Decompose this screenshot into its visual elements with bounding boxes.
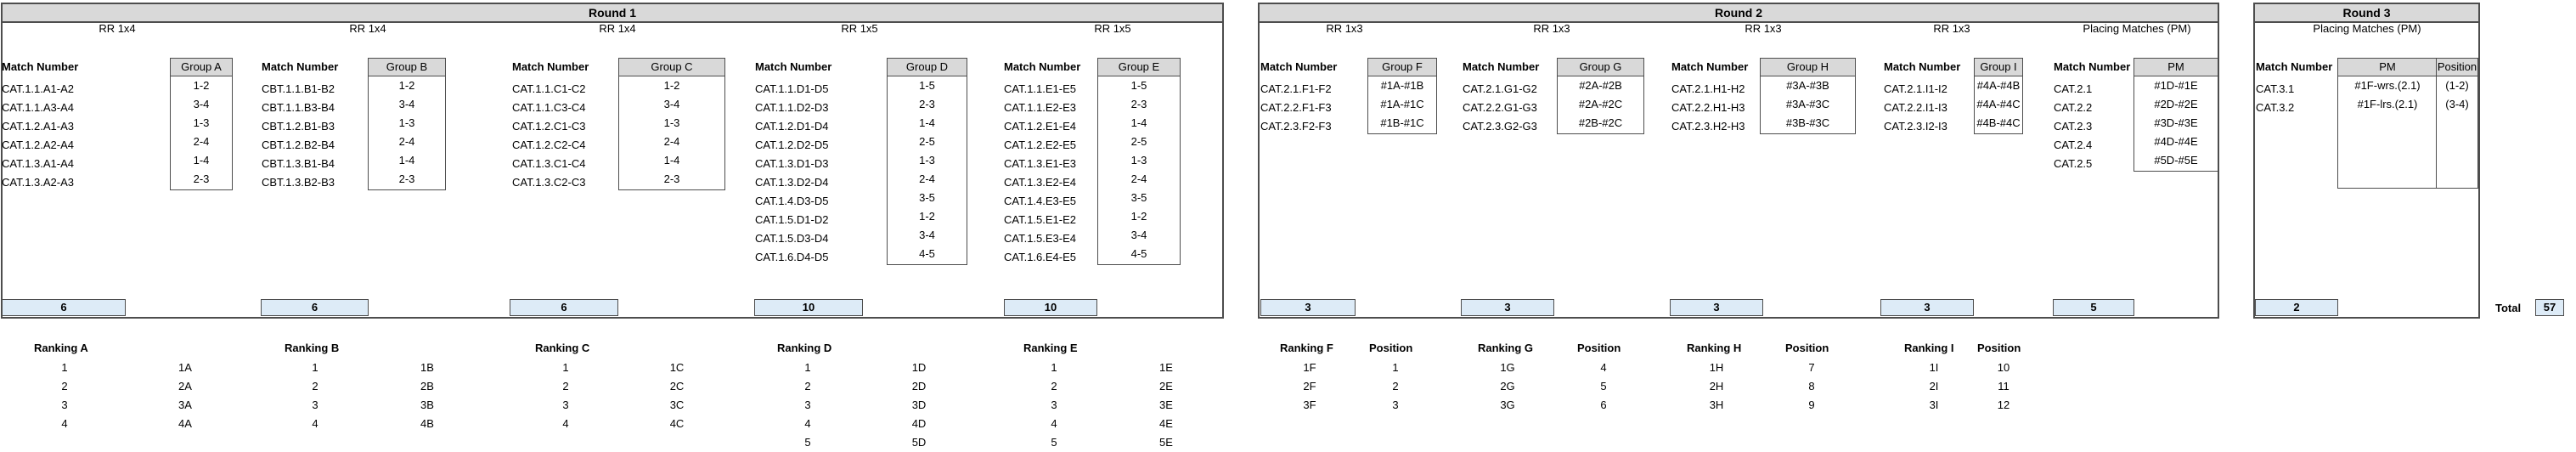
ranking-code: 5D bbox=[911, 436, 927, 449]
round-1-match-number: CBT.1.2.B2-B4 bbox=[262, 138, 335, 151]
round-1-group-3-match-header: Match Number bbox=[755, 60, 832, 73]
round-3-match-header: Match Number bbox=[2256, 60, 2333, 73]
round-1-group-pair: 3-4 bbox=[919, 229, 935, 241]
round-1-match-number: CAT.1.3.A1-A4 bbox=[2, 157, 75, 170]
round-1-group-0-match-header: Match Number bbox=[2, 60, 79, 73]
round-1-match-number: CAT.1.2.E2-E5 bbox=[1004, 138, 1077, 151]
round-2-match-number: CAT.2.2.G1-G3 bbox=[1463, 101, 1537, 114]
round-2-group-pair: #4A-#4B bbox=[1976, 79, 2021, 92]
round-1-group-3-count: 10 bbox=[754, 299, 863, 316]
round-2-title: Round 2 bbox=[1260, 4, 2218, 23]
ranking-code: 4E bbox=[1159, 417, 1173, 430]
round-1-group-pair: 1-3 bbox=[663, 116, 680, 129]
ranking-rank-number: 4 bbox=[562, 417, 569, 430]
round-3-title: Round 3 bbox=[2255, 4, 2478, 23]
round-1-match-number: CAT.1.3.C1-C4 bbox=[512, 157, 586, 170]
round-1-match-number: CAT.1.2.C2-C4 bbox=[512, 138, 586, 151]
round-2-group-1-label: Group G bbox=[1558, 59, 1643, 76]
round-1-group-pair: 1-4 bbox=[193, 154, 210, 167]
round-1-match-number: CAT.1.5.D1-D2 bbox=[755, 213, 829, 226]
round-1-group-pair: 1-2 bbox=[193, 79, 210, 92]
round-2-group-3-rr-label: RR 1x3 bbox=[1933, 22, 1970, 35]
round-1-match-number: CBT.1.3.B1-B4 bbox=[262, 157, 335, 170]
round-2-group-pair: #2B-#2C bbox=[1578, 116, 1623, 129]
round-2-group-1-count: 3 bbox=[1461, 299, 1554, 316]
round-2-group-pair: #3A-#3B bbox=[1786, 79, 1829, 92]
ranking-code: 4D bbox=[911, 417, 927, 430]
round-2-match-number: CAT.2.1.F1-F2 bbox=[1260, 82, 1332, 95]
round-2-group-3-box bbox=[1974, 58, 2023, 134]
round-1-match-number: CAT.1.3.A2-A3 bbox=[2, 176, 75, 189]
round-2-match-number: CAT.2.4 bbox=[2054, 138, 2093, 151]
round-2-group-4-count: 5 bbox=[2053, 299, 2134, 316]
round-1-match-number: CAT.1.3.C2-C3 bbox=[512, 176, 586, 189]
round-1-group-pair: 2-3 bbox=[398, 172, 415, 185]
round-1-group-pair: 1-3 bbox=[919, 154, 935, 167]
ranking-r2-rank: 2H bbox=[1709, 380, 1724, 393]
round-2-group-2-label: Group H bbox=[1761, 59, 1855, 76]
round-1-group-pair: 1-3 bbox=[193, 116, 210, 129]
round-1-group-pair: 1-2 bbox=[919, 210, 935, 223]
ranking-r2-position: 5 bbox=[1600, 380, 1607, 393]
ranking-r2-rank: 2F bbox=[1303, 380, 1316, 393]
round-2-group-pair: #2D-#2E bbox=[2154, 98, 2198, 110]
round-2-group-4-box bbox=[2134, 58, 2218, 172]
round-1-match-number: CAT.1.3.D2-D4 bbox=[755, 176, 829, 189]
ranking-code: 4A bbox=[178, 417, 192, 430]
round-2-group-2-box bbox=[1760, 58, 1856, 134]
ranking-r2-position: 10 bbox=[1997, 361, 2010, 374]
ranking-rank-number: 4 bbox=[61, 417, 68, 430]
round-1-group-2-match-header: Match Number bbox=[512, 60, 589, 73]
ranking-r2-0-position-header: Position bbox=[1369, 342, 1413, 354]
round-2-match-number: CAT.2.1.I1-I2 bbox=[1884, 82, 1948, 95]
round-1-match-number: CBT.1.1.B1-B2 bbox=[262, 82, 335, 95]
round-1-group-2-box bbox=[618, 58, 725, 190]
round-3-count: 2 bbox=[2255, 299, 2338, 316]
round-2-match-number: CAT.2.3 bbox=[2054, 120, 2093, 133]
round-1-match-number: CAT.1.2.A2-A4 bbox=[2, 138, 75, 151]
round-2-match-number: CAT.2.1.H1-H2 bbox=[1671, 82, 1745, 95]
round-2-group-1-rr-label: RR 1x3 bbox=[1533, 22, 1570, 35]
round-2-match-number: CAT.2.3.G2-G3 bbox=[1463, 120, 1537, 133]
round-1-match-number: CAT.1.4.D3-D5 bbox=[755, 195, 829, 207]
round-1-group-2-label: Group C bbox=[619, 59, 724, 76]
ranking-r2-rank: 3H bbox=[1709, 398, 1724, 411]
round-1-group-pair: 2-4 bbox=[1130, 172, 1147, 185]
round-1-group-pair: 4-5 bbox=[919, 247, 935, 260]
round-1-match-number: CAT.1.6.E4-E5 bbox=[1004, 251, 1077, 263]
ranking-rank-number: 5 bbox=[804, 436, 811, 449]
round-2-group-0-match-header: Match Number bbox=[1260, 60, 1338, 73]
ranking-rank-number: 4 bbox=[804, 417, 811, 430]
round-2-group-1-box bbox=[1557, 58, 1644, 134]
round-1-group-4-count: 10 bbox=[1004, 299, 1097, 316]
round-2-group-pair: #1A-#1C bbox=[1380, 98, 1424, 110]
round-2-group-pair: #4B-#4C bbox=[1976, 116, 2021, 129]
round-2-group-0-count: 3 bbox=[1260, 299, 1356, 316]
ranking-r2-2-title: Ranking H bbox=[1687, 342, 1742, 354]
round-1-group-pair: 2-3 bbox=[919, 98, 935, 110]
round-1-group-pair: 2-5 bbox=[1130, 135, 1147, 148]
ranking-r2-position: 6 bbox=[1600, 398, 1607, 411]
ranking-rank-number: 3 bbox=[562, 398, 569, 411]
round-1-group-pair: 1-4 bbox=[398, 154, 415, 167]
round-2-group-pair: #4A-#4C bbox=[1976, 98, 2021, 110]
ranking-r2-position: 3 bbox=[1392, 398, 1399, 411]
ranking-rank-number: 3 bbox=[312, 398, 318, 411]
ranking-r2-rank: 3G bbox=[1500, 398, 1515, 411]
round-1-group-2-count: 6 bbox=[510, 299, 618, 316]
total-value: 57 bbox=[2535, 299, 2564, 316]
round-3-position-entry: (3-4) bbox=[2445, 98, 2469, 110]
ranking-r2-position: 12 bbox=[1997, 398, 2010, 411]
round-3-rr-label: Placing Matches (PM) bbox=[2313, 22, 2421, 35]
round-2-group-4-label: PM bbox=[2134, 59, 2218, 76]
ranking-code: 3D bbox=[911, 398, 927, 411]
round-1-match-number: CAT.1.1.D1-D5 bbox=[755, 82, 829, 95]
round-2-group-4-match-header: Match Number bbox=[2054, 60, 2131, 73]
round-2-match-number: CAT.2.2 bbox=[2054, 101, 2093, 114]
round-1-group-pair: 1-2 bbox=[398, 79, 415, 92]
round-1-match-number: CAT.1.1.E1-E5 bbox=[1004, 82, 1077, 95]
round-2-group-pair: #4D-#4E bbox=[2154, 135, 2198, 148]
ranking-r2-rank: 2G bbox=[1500, 380, 1515, 393]
round-2-match-number: CAT.2.1 bbox=[2054, 82, 2093, 95]
ranking-r2-rank: 3F bbox=[1303, 398, 1316, 411]
ranking-0-title: Ranking A bbox=[34, 342, 88, 354]
total-label: Total bbox=[2495, 302, 2522, 314]
ranking-rank-number: 1 bbox=[312, 361, 318, 374]
ranking-r2-rank: 1F bbox=[1303, 361, 1316, 374]
round-1-match-number: CAT.1.5.E1-E2 bbox=[1004, 213, 1077, 226]
round-1-group-pair: 3-4 bbox=[1130, 229, 1147, 241]
ranking-code: 3A bbox=[178, 398, 192, 411]
round-1-match-number: CAT.1.3.E2-E4 bbox=[1004, 176, 1077, 189]
ranking-r2-position: 4 bbox=[1600, 361, 1607, 374]
round-2-group-2-rr-label: RR 1x3 bbox=[1745, 22, 1782, 35]
ranking-rank-number: 2 bbox=[562, 380, 569, 393]
round-2-group-pair: #5D-#5E bbox=[2154, 154, 2198, 167]
round-1-group-pair: 1-4 bbox=[919, 116, 935, 129]
ranking-r2-3-title: Ranking I bbox=[1904, 342, 1954, 354]
round-1-group-pair: 2-4 bbox=[919, 172, 935, 185]
round-1-match-number: CBT.1.1.B3-B4 bbox=[262, 101, 335, 114]
ranking-r2-position: 11 bbox=[1998, 380, 2010, 393]
round-1-group-pair: 1-2 bbox=[663, 79, 680, 92]
round-2-match-number: CAT.2.2.I1-I3 bbox=[1884, 101, 1948, 114]
ranking-r2-rank: 2I bbox=[1929, 380, 1939, 393]
round-2-group-0-label: Group F bbox=[1368, 59, 1436, 76]
ranking-code: 1A bbox=[178, 361, 192, 374]
round-2-group-2-match-header: Match Number bbox=[1671, 60, 1749, 73]
round-2-group-0-box bbox=[1367, 58, 1437, 134]
ranking-code: 3B bbox=[420, 398, 434, 411]
ranking-r2-0-title: Ranking F bbox=[1280, 342, 1333, 354]
ranking-r2-3-position-header: Position bbox=[1977, 342, 2021, 354]
round-1-match-number: CAT.1.3.D1-D3 bbox=[755, 157, 829, 170]
round-1-group-0-count: 6 bbox=[2, 299, 126, 316]
round-1-group-4-match-header: Match Number bbox=[1004, 60, 1081, 73]
round-3-pm-header: PM bbox=[2338, 59, 2437, 76]
round-1-group-pair: 3-5 bbox=[1130, 191, 1147, 204]
ranking-r2-position: 9 bbox=[1808, 398, 1815, 411]
round-2-group-pair: #3B-#3C bbox=[1785, 116, 1830, 129]
ranking-code: 3C bbox=[669, 398, 685, 411]
round-1-match-number: CAT.1.1.C1-C2 bbox=[512, 82, 586, 95]
round-1-group-pair: 2-4 bbox=[398, 135, 415, 148]
round-1-group-pair: 3-4 bbox=[193, 98, 210, 110]
round-1-group-4-rr-label: RR 1x5 bbox=[1094, 22, 1131, 35]
ranking-rank-number: 1 bbox=[804, 361, 811, 374]
round-2-match-number: CAT.2.1.G1-G2 bbox=[1463, 82, 1537, 95]
ranking-rank-number: 2 bbox=[61, 380, 68, 393]
round-1-group-2-rr-label: RR 1x4 bbox=[599, 22, 636, 35]
ranking-r2-position: 1 bbox=[1392, 361, 1399, 374]
round-1-group-pair: 2-5 bbox=[919, 135, 935, 148]
ranking-r2-position: 8 bbox=[1808, 380, 1815, 393]
ranking-rank-number: 2 bbox=[1051, 380, 1057, 393]
round-1-group-pair: 3-4 bbox=[663, 98, 680, 110]
round-1-group-3-box bbox=[887, 58, 967, 265]
round-2-group-pair: #1B-#1C bbox=[1380, 116, 1424, 129]
round-1-group-pair: 1-2 bbox=[1130, 210, 1147, 223]
round-1-group-pair: 4-5 bbox=[1130, 247, 1147, 260]
round-1-group-1-match-header: Match Number bbox=[262, 60, 339, 73]
round-1-match-number: CAT.1.2.D2-D5 bbox=[755, 138, 829, 151]
ranking-rank-number: 4 bbox=[1051, 417, 1057, 430]
round-1-match-number: CAT.1.1.A1-A2 bbox=[2, 82, 75, 95]
ranking-rank-number: 1 bbox=[61, 361, 68, 374]
round-1-match-number: CAT.1.6.D4-D5 bbox=[755, 251, 829, 263]
round-1-match-number: CAT.1.1.C3-C4 bbox=[512, 101, 586, 114]
ranking-code: 1C bbox=[669, 361, 685, 374]
ranking-code: 4B bbox=[420, 417, 434, 430]
ranking-code: 2C bbox=[669, 380, 685, 393]
ranking-r2-rank: 1I bbox=[1929, 361, 1939, 374]
round-2-group-pair: #3A-#3C bbox=[1785, 98, 1830, 110]
round-1-group-pair: 2-3 bbox=[193, 172, 210, 185]
ranking-code: 1D bbox=[911, 361, 927, 374]
round-2-group-pair: #1D-#1E bbox=[2154, 79, 2198, 92]
round-2-group-pair: #2A-#2C bbox=[1578, 98, 1623, 110]
round-2-group-1-match-header: Match Number bbox=[1463, 60, 1540, 73]
round-1-group-pair: 1-3 bbox=[1130, 154, 1147, 167]
ranking-r2-1-title: Ranking G bbox=[1478, 342, 1534, 354]
round-3-position-entry: (1-2) bbox=[2445, 79, 2469, 92]
ranking-code: 1B bbox=[420, 361, 434, 374]
round-1-group-pair: 2-3 bbox=[663, 172, 680, 185]
round-1-group-pair: 1-4 bbox=[1130, 116, 1147, 129]
round-3-pm-column bbox=[2337, 58, 2438, 189]
ranking-code: 2A bbox=[178, 380, 192, 393]
ranking-r2-rank: 1H bbox=[1709, 361, 1724, 374]
round-1-group-pair: 3-4 bbox=[398, 98, 415, 110]
round-2-match-number: CAT.2.3.I2-I3 bbox=[1884, 120, 1948, 133]
round-1-group-pair: 1-4 bbox=[663, 154, 680, 167]
round-1-group-1-box bbox=[368, 58, 446, 190]
round-2-group-4-rr-label: Placing Matches (PM) bbox=[2083, 22, 2191, 35]
ranking-code: 1E bbox=[1159, 361, 1173, 374]
round-1-group-0-rr-label: RR 1x4 bbox=[99, 22, 136, 35]
round-1-group-pair: 1-5 bbox=[1130, 79, 1147, 92]
round-1-match-number: CAT.1.5.D3-D4 bbox=[755, 232, 829, 245]
ranking-4-title: Ranking E bbox=[1023, 342, 1078, 354]
round-1-match-number: CAT.1.1.E2-E3 bbox=[1004, 101, 1077, 114]
ranking-r2-position: 7 bbox=[1808, 361, 1815, 374]
ranking-r2-1-position-header: Position bbox=[1577, 342, 1621, 354]
round-2-group-2-count: 3 bbox=[1670, 299, 1763, 316]
round-2-group-3-count: 3 bbox=[1880, 299, 1974, 316]
round-3-pm-entry: #1F-wrs.(2.1) bbox=[2354, 79, 2421, 92]
round-1-match-number: CAT.1.2.C1-C3 bbox=[512, 120, 586, 133]
round-1-match-number: CAT.1.3.E1-E3 bbox=[1004, 157, 1077, 170]
round-2-group-3-label: Group I bbox=[1975, 59, 2022, 76]
round-1-group-pair: 2-4 bbox=[193, 135, 210, 148]
ranking-rank-number: 2 bbox=[312, 380, 318, 393]
round-1-match-number: CBT.1.2.B1-B3 bbox=[262, 120, 335, 133]
round-2-group-pair: #2A-#2B bbox=[1579, 79, 1622, 92]
round-2-match-number: CAT.2.5 bbox=[2054, 157, 2093, 170]
round-2-group-3-match-header: Match Number bbox=[1884, 60, 1961, 73]
round-1-match-number: CAT.1.1.A3-A4 bbox=[2, 101, 75, 114]
round-3-position-header: Position bbox=[2437, 59, 2477, 76]
ranking-r2-2-position-header: Position bbox=[1785, 342, 1829, 354]
ranking-rank-number: 5 bbox=[1051, 436, 1057, 449]
round-1-group-3-rr-label: RR 1x5 bbox=[841, 22, 878, 35]
ranking-1-title: Ranking B bbox=[285, 342, 340, 354]
round-1-group-pair: 1-3 bbox=[398, 116, 415, 129]
ranking-code: 3E bbox=[1159, 398, 1173, 411]
round-2-group-pair: #3D-#3E bbox=[2154, 116, 2198, 129]
round-1-group-pair: 1-5 bbox=[919, 79, 935, 92]
ranking-rank-number: 1 bbox=[1051, 361, 1057, 374]
ranking-code: 4C bbox=[669, 417, 685, 430]
ranking-rank-number: 3 bbox=[61, 398, 68, 411]
round-1-group-0-label: Group A bbox=[171, 59, 232, 76]
ranking-code: 2D bbox=[911, 380, 927, 393]
round-1-group-pair: 2-4 bbox=[663, 135, 680, 148]
ranking-r2-position: 2 bbox=[1392, 380, 1399, 393]
round-1-group-pair: 2-3 bbox=[1130, 98, 1147, 110]
round-2-group-0-rr-label: RR 1x3 bbox=[1326, 22, 1363, 35]
ranking-2-title: Ranking C bbox=[535, 342, 590, 354]
ranking-r2-rank: 1G bbox=[1500, 361, 1515, 374]
ranking-rank-number: 1 bbox=[562, 361, 569, 374]
round-1-match-number: CBT.1.3.B2-B3 bbox=[262, 176, 335, 189]
ranking-code: 5E bbox=[1159, 436, 1173, 449]
round-1-group-4-box bbox=[1097, 58, 1181, 265]
ranking-rank-number: 3 bbox=[1051, 398, 1057, 411]
round-1-match-number: CAT.1.2.A1-A3 bbox=[2, 120, 75, 133]
ranking-rank-number: 3 bbox=[804, 398, 811, 411]
round-1-group-3-label: Group D bbox=[888, 59, 967, 76]
round-1-group-1-count: 6 bbox=[261, 299, 369, 316]
round-2-match-number: CAT.2.3.H2-H3 bbox=[1671, 120, 1745, 133]
round-1-group-1-rr-label: RR 1x4 bbox=[349, 22, 386, 35]
round-1-match-number: CAT.1.2.E1-E4 bbox=[1004, 120, 1077, 133]
round-1-match-number: CAT.1.4.E3-E5 bbox=[1004, 195, 1077, 207]
round-2-group-pair: #1A-#1B bbox=[1380, 79, 1424, 92]
ranking-r2-rank: 3I bbox=[1929, 398, 1939, 411]
ranking-3-title: Ranking D bbox=[777, 342, 832, 354]
ranking-rank-number: 4 bbox=[312, 417, 318, 430]
round-2-match-number: CAT.2.2.H1-H3 bbox=[1671, 101, 1745, 114]
ranking-code: 2B bbox=[420, 380, 434, 393]
round-2-match-number: CAT.2.2.F1-F3 bbox=[1260, 101, 1332, 114]
round-1-match-number: CAT.1.1.D2-D3 bbox=[755, 101, 829, 114]
ranking-rank-number: 2 bbox=[804, 380, 811, 393]
round-1-group-pair: 3-5 bbox=[919, 191, 935, 204]
round-1-match-number: CAT.1.2.D1-D4 bbox=[755, 120, 829, 133]
round-3-pm-entry: #1F-lrs.(2.1) bbox=[2357, 98, 2418, 110]
round-1-group-1-label: Group B bbox=[369, 59, 445, 76]
ranking-code: 2E bbox=[1159, 380, 1173, 393]
round-1-title: Round 1 bbox=[3, 4, 1222, 23]
round-2-match-number: CAT.2.3.F2-F3 bbox=[1260, 120, 1332, 133]
round-1-group-0-box bbox=[170, 58, 233, 190]
round-3-position-column bbox=[2436, 58, 2478, 189]
round-3-match-number: CAT.3.2 bbox=[2256, 101, 2295, 114]
round-1-match-number: CAT.1.5.E3-E4 bbox=[1004, 232, 1077, 245]
round-1-group-4-label: Group E bbox=[1098, 59, 1180, 76]
round-3-match-number: CAT.3.1 bbox=[2256, 82, 2295, 95]
